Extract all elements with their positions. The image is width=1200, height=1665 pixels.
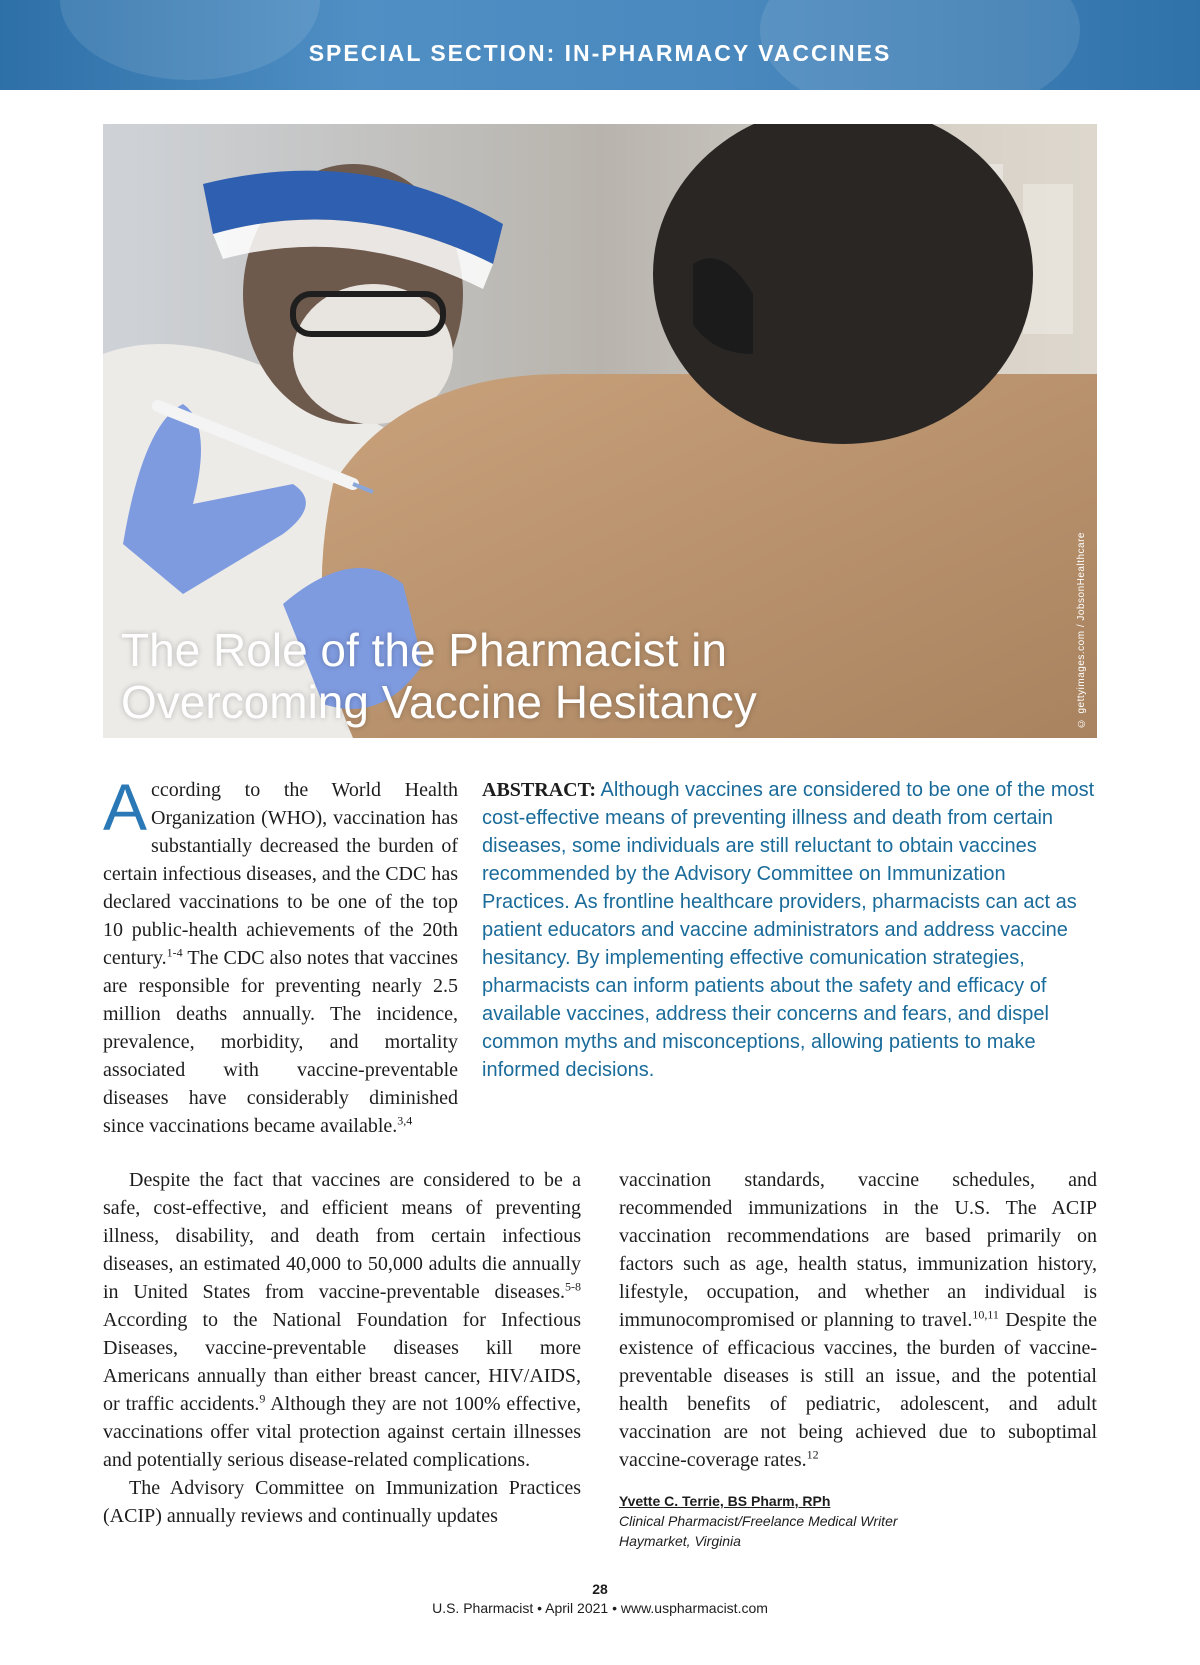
hero-image: [103, 124, 1097, 738]
section-title: SPECIAL SECTION: IN-PHARMACY VACCINES: [308, 40, 892, 66]
author-location: Haymarket, Virginia: [619, 1533, 741, 1549]
citation: 1-4: [166, 945, 183, 960]
intro-text-mid: The CDC also notes that vaccines are responsible for preventing nearly 2.5 million deaths annually. The incidence, prevalence, morbidity, and mortality associated with vaccine-preventable diseases have considerably diminished since vaccinations became available.: [103, 947, 458, 1137]
body-text: Although they are not 100% effective, vaccinations offer vital protection against certain illnesses and potentially serious disease-related complications.: [103, 1393, 581, 1471]
publication-info: U.S. Pharmacist • April 2021 • www.uspharmacist.com: [432, 1600, 768, 1616]
right-column: [619, 1166, 1097, 1474]
author-role: Clinical Pharmacist/Freelance Medical Writer: [619, 1513, 898, 1529]
intro-text-start: ccording to the World Health Organization (WHO), vaccination has substantially decreased the burden of certain infectious diseases, and the CDC has declared vaccinations to be one of the top 10 public-health achievements of the 20th century.: [103, 779, 458, 969]
body-text: Despite the fact that vaccines are considered to be a safe, cost-effective, and efficient means of preventing illness, disability, and death from certain infectious diseases, an estimated 40,000 to 50,000 adults die annually in United States from vaccine-preventable diseases.: [103, 1169, 581, 1303]
body-paragraph: [619, 1166, 1097, 1474]
photo-credit: © gettyimages.com / JobsonHealthcare: [1076, 531, 1087, 728]
drop-cap: A: [103, 770, 148, 844]
article-title-line-1: The Role of the Pharmacist in: [121, 624, 727, 676]
citation: 10,11: [972, 1307, 999, 1322]
body-text: Despite the existence of efficacious vaccines, the burden of vaccine-preventable diseases is still an issue, and the potential health benefits of pediatric, adolescent, and adult vaccination are not being achieved due to suboptimal vaccine-coverage rates.: [619, 1309, 1097, 1471]
citation: 9: [259, 1391, 266, 1406]
page-number: 28: [592, 1581, 608, 1597]
body-paragraph: The Advisory Committee on Immunization Practices (ACIP) annually reviews and continually updates: [103, 1477, 581, 1527]
body-text: According to the National Foundation for Infectious Diseases, vaccine-preventable diseases kill more Americans annually than either breast cancer, HIV/AIDS, or traffic accidents.: [103, 1309, 581, 1415]
citation: 12: [806, 1447, 819, 1462]
author-name: Yvette C. Terrie, BS Pharm, RPh: [619, 1493, 831, 1509]
section-header-band: [0, 0, 1200, 90]
abstract-text: Although vaccines are considered to be one of the most cost-effective means of preventing illness and death from certain diseases, some individuals are still reluctant to obtain vaccines recommended by the Advisory Committee on Immunization Practices. As frontline healthcare providers, pharmacists can act as patient educators and vaccine administrators and address vaccine hesitancy. By implementing effective comunication strategies, pharmacists can inform patients about the safety and efficacy of available vaccines, address their concerns and fears, and dispel common myths and misconceptions, allowing patients to make informed decisions.: [482, 779, 1095, 1081]
intro-paragraph: [103, 770, 458, 1140]
left-column: [103, 1166, 581, 1530]
body-paragraph: [103, 1166, 581, 1474]
body-text: vaccination standards, vaccine schedules, and recommended immunizations in the U.S. The ACIP vaccination recommendations are based primarily on factors such as age, health status, immunization history, lifestyle, occupation, and whether an individual is immunocompromised or planning to travel.: [619, 1169, 1097, 1331]
article-title-line-2: Overcoming Vaccine Hesitancy: [121, 676, 757, 728]
abstract-block: [482, 776, 1097, 1084]
citation: 5-8: [565, 1279, 581, 1294]
citation: 3,4: [397, 1113, 413, 1128]
article-title: [121, 624, 921, 728]
abstract-label: ABSTRACT:: [482, 779, 597, 801]
author-byline: [619, 1491, 1097, 1551]
page-footer: [0, 1580, 1200, 1618]
